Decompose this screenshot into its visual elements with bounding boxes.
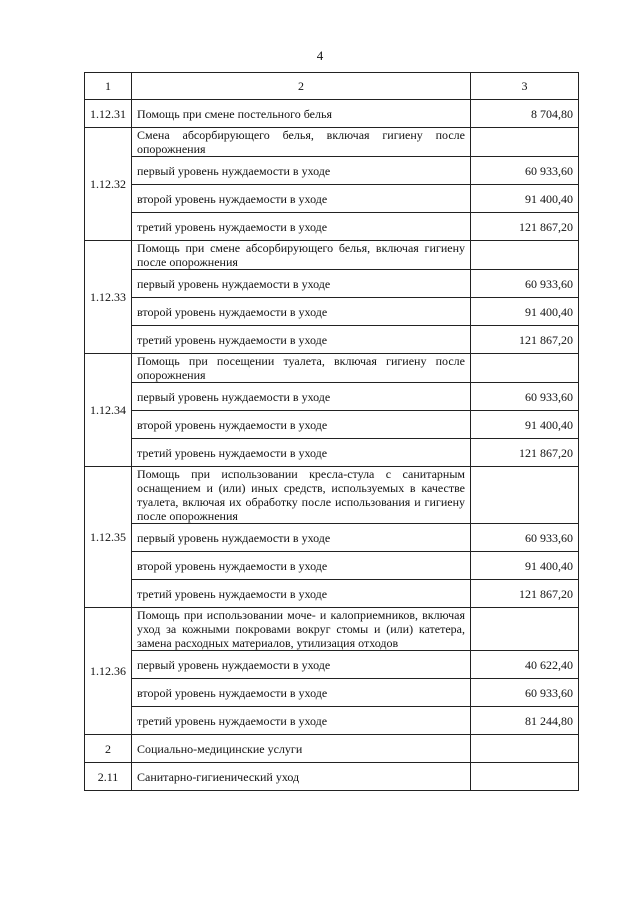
care-level-label: третий уровень нуждаемости в уходе <box>132 580 471 608</box>
header-col-2: 2 <box>132 73 471 100</box>
service-code: 1.12.31 <box>85 100 132 128</box>
care-level-row <box>85 411 579 439</box>
service-row <box>85 735 579 763</box>
service-row <box>85 100 579 128</box>
service-name: Помощь при смене абсорбирующего белья, включая гигиену после опорожнения <box>132 241 471 270</box>
care-level-label: второй уровень нуждаемости в уходе <box>132 411 471 439</box>
care-level-price: 91 400,40 <box>471 185 579 213</box>
care-level-row <box>85 270 579 298</box>
service-name: Санитарно-гигиенический уход <box>132 763 471 791</box>
service-name: Помощь при использовании кресла-стула с санитарным оснащением и (или) иных средств, используемых в качестве туалета, включая их обработку после использования и гигиену после опорожнения <box>132 467 471 524</box>
care-level-row <box>85 439 579 467</box>
service-price <box>471 735 579 763</box>
care-level-label: второй уровень нуждаемости в уходе <box>132 679 471 707</box>
care-level-row <box>85 651 579 679</box>
care-level-row <box>85 580 579 608</box>
care-level-price: 121 867,20 <box>471 326 579 354</box>
service-row <box>85 241 579 270</box>
service-name: Помощь при смене постельного белья <box>132 100 471 128</box>
care-level-price: 60 933,60 <box>471 157 579 185</box>
service-code: 1.12.35 <box>85 467 132 608</box>
service-code: 2 <box>85 735 132 763</box>
service-price <box>471 763 579 791</box>
care-level-price: 60 933,60 <box>471 679 579 707</box>
service-row <box>85 763 579 791</box>
service-row <box>85 354 579 383</box>
care-level-price: 81 244,80 <box>471 707 579 735</box>
care-level-label: второй уровень нуждаемости в уходе <box>132 552 471 580</box>
table-header-row <box>85 73 579 100</box>
care-level-label: первый уровень нуждаемости в уходе <box>132 383 471 411</box>
service-price: 8 704,80 <box>471 100 579 128</box>
service-code: 1.12.34 <box>85 354 132 467</box>
care-level-price: 60 933,60 <box>471 383 579 411</box>
care-level-label: первый уровень нуждаемости в уходе <box>132 157 471 185</box>
care-level-row <box>85 524 579 552</box>
service-row <box>85 128 579 157</box>
page-number: 4 <box>316 48 324 63</box>
care-level-row <box>85 383 579 411</box>
care-level-price: 121 867,20 <box>471 580 579 608</box>
care-level-row <box>85 185 579 213</box>
tariff-table <box>84 72 579 791</box>
care-level-row <box>85 326 579 354</box>
service-row <box>85 467 579 524</box>
care-level-label: второй уровень нуждаемости в уходе <box>132 298 471 326</box>
service-price <box>471 467 579 524</box>
service-name: Помощь при посещении туалета, включая гигиену после опорожнения <box>132 354 471 383</box>
care-level-label: первый уровень нуждаемости в уходе <box>132 524 471 552</box>
care-level-label: третий уровень нуждаемости в уходе <box>132 439 471 467</box>
service-name: Социально-медицинские услуги <box>132 735 471 763</box>
care-level-price: 91 400,40 <box>471 411 579 439</box>
care-level-row <box>85 552 579 580</box>
care-level-row <box>85 213 579 241</box>
service-code: 1.12.32 <box>85 128 132 241</box>
care-level-label: второй уровень нуждаемости в уходе <box>132 185 471 213</box>
header-col-1: 1 <box>85 73 132 100</box>
care-level-row <box>85 298 579 326</box>
care-level-price: 60 933,60 <box>471 524 579 552</box>
service-code: 1.12.36 <box>85 608 132 735</box>
header-col-3: 3 <box>471 73 579 100</box>
service-price <box>471 128 579 157</box>
service-price <box>471 354 579 383</box>
care-level-price: 91 400,40 <box>471 552 579 580</box>
service-name: Смена абсорбирующего белья, включая гигиену после опорожнения <box>132 128 471 157</box>
care-level-label: первый уровень нуждаемости в уходе <box>132 270 471 298</box>
care-level-price: 60 933,60 <box>471 270 579 298</box>
service-code: 1.12.33 <box>85 241 132 354</box>
care-level-label: третий уровень нуждаемости в уходе <box>132 707 471 735</box>
care-level-label: третий уровень нуждаемости в уходе <box>132 326 471 354</box>
care-level-row <box>85 679 579 707</box>
care-level-price: 91 400,40 <box>471 298 579 326</box>
care-level-row <box>85 157 579 185</box>
service-code: 2.11 <box>85 763 132 791</box>
service-price <box>471 241 579 270</box>
care-level-price: 121 867,20 <box>471 213 579 241</box>
care-level-row <box>85 707 579 735</box>
care-level-price: 40 622,40 <box>471 651 579 679</box>
care-level-price: 121 867,20 <box>471 439 579 467</box>
service-price <box>471 608 579 651</box>
service-row <box>85 608 579 651</box>
care-level-label: третий уровень нуждаемости в уходе <box>132 213 471 241</box>
service-name: Помощь при использовании моче- и калоприемников, включая уход за кожными покровами вокруг стомы и (или) катетера, замена расходных материалов, утилизация отходов <box>132 608 471 651</box>
care-level-label: первый уровень нуждаемости в уходе <box>132 651 471 679</box>
